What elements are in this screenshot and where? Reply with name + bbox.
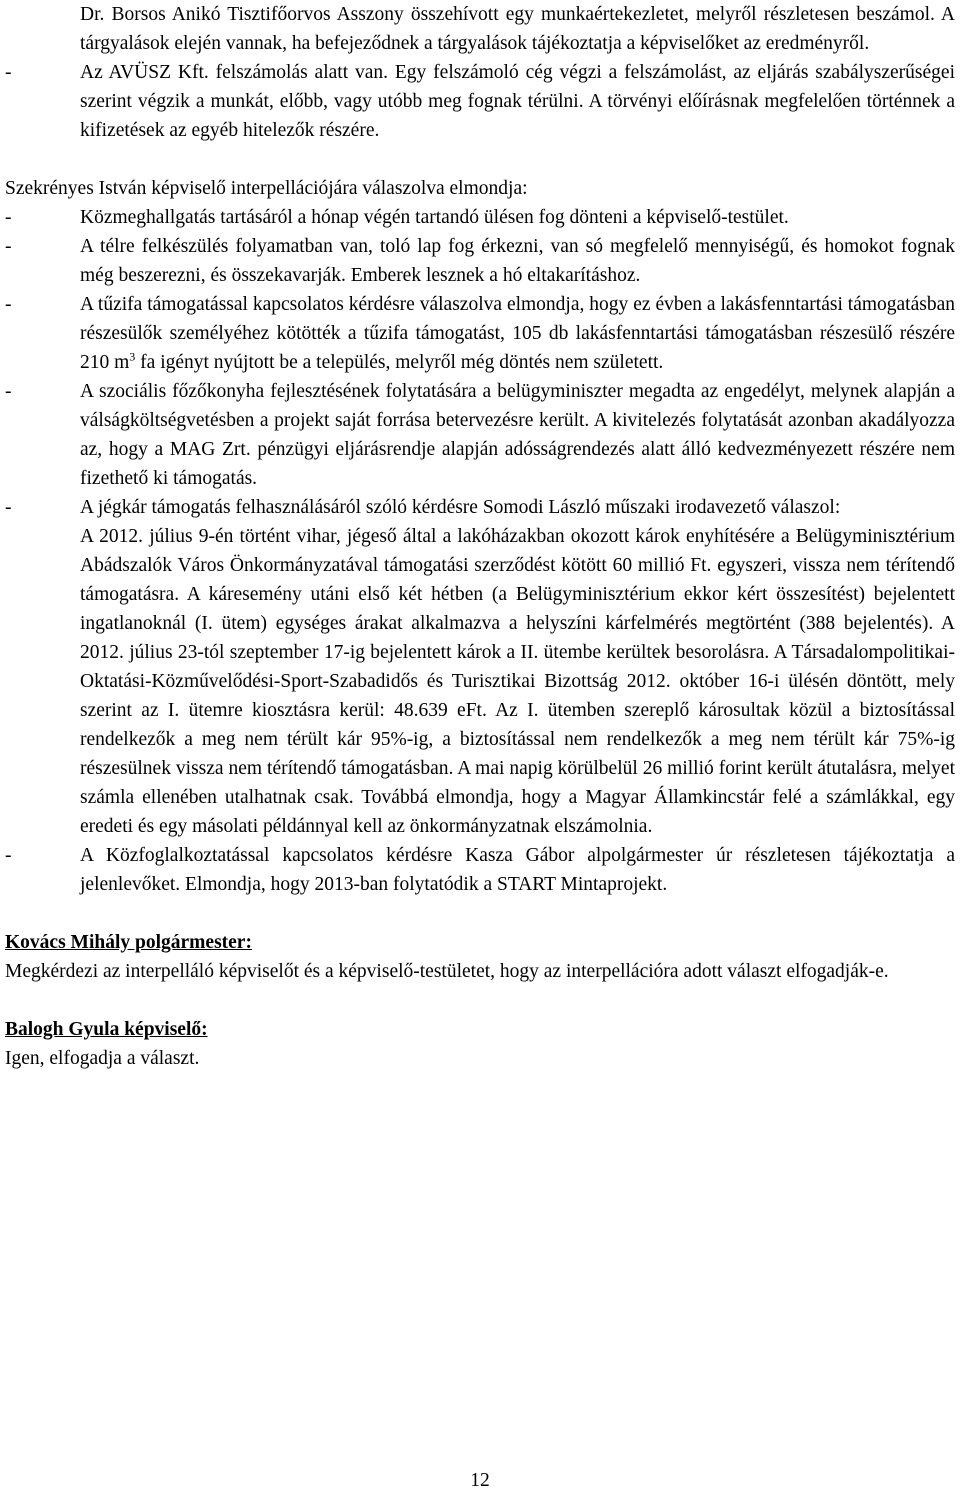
list-item-fozokonyha — [0, 377, 960, 493]
cubic-superscript: 3 — [129, 349, 136, 364]
top-continuation-paragraph: Dr. Borsos Anikó Tisztifőorvos Asszony összehívott egy munkaértekezletet, melyről részletesen beszámol. A tárgyalások elején vannak, ha befejeződnek a tárgyalások tájékoztatja a képviselőket az eredményről. — [80, 4, 955, 54]
list-item-jegkar — [0, 493, 960, 841]
list-item-kozfoglalkoztatas — [0, 841, 960, 899]
list-item-text: A télre felkészülés folyamatban van, toló lap fog érkezni, van só megfelelő mennyiségű, és homokot fognak még beszerezni, és összekavarják. Emberek lesznek a hó eltakarításhoz. — [80, 236, 955, 286]
list-dash: - — [5, 62, 12, 83]
szekrenyes-intro: Szekrényes István képviselő interpellációjára válaszolva elmondja: — [5, 178, 528, 199]
list-item-text — [80, 290, 955, 377]
list-dash: - — [5, 294, 12, 315]
kovacs-text: Megkérdezi az interpelláló képviselőt és a képviselő-testületet, hogy az interpellációra adott választ elfogadják-e. — [5, 961, 889, 982]
list-dash: - — [5, 207, 12, 228]
list-item-telre — [0, 232, 960, 290]
tuzifa-text-before: A tűzifa támogatással kapcsolatos kérdésre válaszolva elmondja, hogy ez évben a lakásfenntartási támogatásban részesülők személyéhez kötötték a tűzifa támogatást, 105 db lakásfenntartási támogatásban részesülő részére 210 m — [80, 294, 955, 373]
tuzifa-text-after: fa igényt nyújtott be a település, melyről még döntés nem született. — [135, 352, 664, 373]
list-item-text: Az AVÜSZ Kft. felszámolás alatt van. Egy felszámoló cég végzi a felszámolást, az eljárás szabályszerűségei szerint végzik a munkát, előbb, vagy utóbb meg fognak térülni. A törvényi előírásnak megfelelően történnek a kifizetések az egyéb hitelezők részére. — [80, 62, 955, 141]
list-item-text: A jégkár támogatás felhasználásáról szóló kérdésre Somodi László műszaki irodavezető válaszol: — [80, 497, 841, 518]
list-dash: - — [5, 845, 12, 866]
balogh-text: Igen, elfogadja a választ. — [5, 1048, 200, 1069]
list-item-text-continued: A 2012. július 9-én történt vihar, jégeső által a lakóházakban okozott károk enyhítésére a Belügyminisztérium Abádszalók Város Önkormányzatával támogatási szerződést kötött 60 millió Ft. egyszeri, vissza nem térítendő támogatásra. A káresemény utáni első két hétben (a Belügyminisztérium ekkor kért összesítést) bejelentett ingatlanoknál (I. ütem) egységes árakat alkalmazva a helyszíni kárfelmérés megtörtént (388 bejelentés). A 2012. július 23-tól szeptember 17-ig bejelentett károk a II. ütembe kerültek besorolásra. A Társadalompolitikai-Oktatási-Közművelődési-Sport-Szabadidős és Turisztikai Bizottság 2012. október 16-i ülésén döntött, mely szerint az I. ütemre kiosztásra kerül: 48.639 eFt. Az I. ütemben szereplő károsultak közül a biztosítással rendelkezők a meg nem térült kár 95%-ig, a biztosítással nem rendelkezők a meg nem térült kár 75%-ig részesülnek vissza nem térítendő támogatásban. A mai napig körülbelül 26 millió forint került átutalásra, melyet számla ellenében utalhatnak csak. Továbbá elmondja, hogy a Magyar Államkincstár felé a számlákkal, egy eredeti és egy másolati példánnyal kell az önkormányzatnak elszámolnia. — [80, 526, 955, 837]
list-item-text: Közmeghallgatás tartásáról a hónap végén tartandó ülésen fog dönteni a képviselő-testület. — [80, 207, 789, 228]
list-item-text: A Közfoglalkoztatással kapcsolatos kérdésre Kasza Gábor alpolgármester úr részletesen tájékoztatja a jelenlevőket. Elmondja, hogy 2013-ban folytatódik a START Mintaprojekt. — [80, 845, 955, 895]
speaker-heading-balogh: Balogh Gyula képviselő: — [5, 1019, 208, 1040]
list-dash: - — [5, 236, 12, 257]
speaker-heading-kovacs: Kovács Mihály polgármester: — [5, 932, 252, 953]
list-item-tuzifa — [0, 290, 960, 377]
list-item-text: A szociális főzőkonyha fejlesztésének folytatására a belügyminiszter megadta az engedélyt, melynek alapján a válságköltségvetésben a projekt saját forrása betervezésre került. A kivitelezés folytatását azonban akadályozza az, hogy a MAG Zrt. pénzügyi eljárásrendje alapján adósságrendezés alatt álló kedvezményezett részére nem fizethető ki támogatás. — [80, 381, 955, 489]
list-item-avusz — [0, 58, 960, 145]
list-item-kozmeghallgatas — [0, 203, 960, 232]
list-dash: - — [5, 497, 12, 518]
list-dash: - — [5, 381, 12, 402]
page-number: 12 — [470, 1470, 490, 1491]
